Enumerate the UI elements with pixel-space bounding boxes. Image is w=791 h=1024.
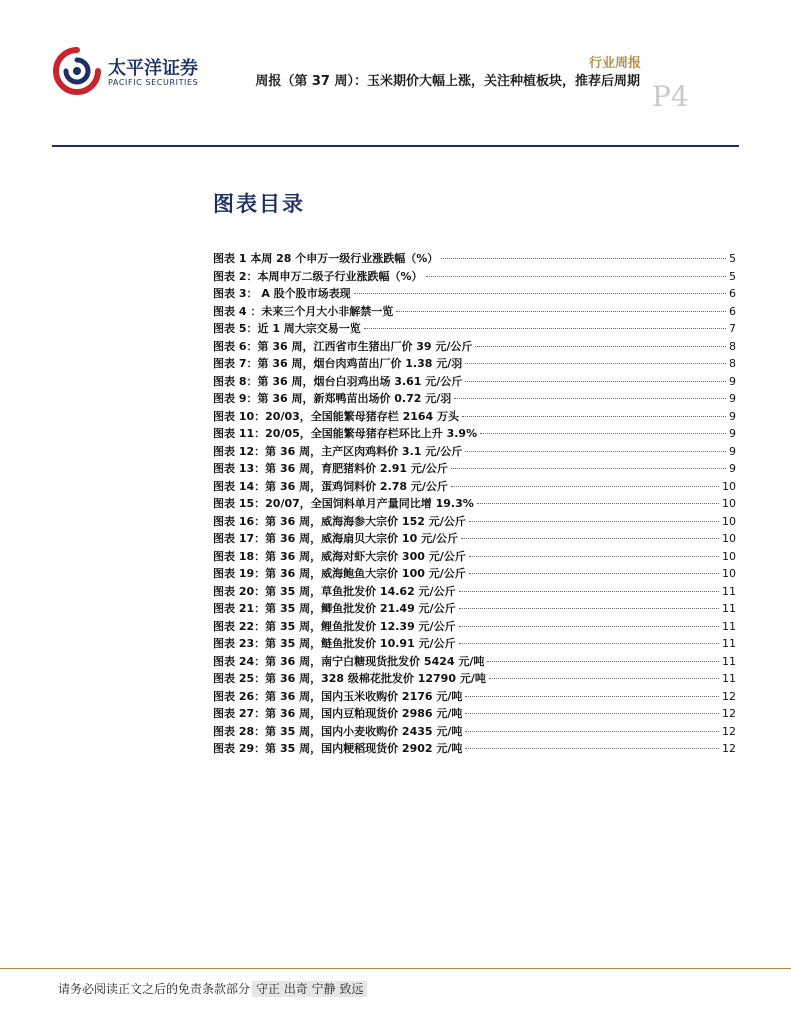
toc-item-page: 8 [729,339,736,353]
toc-heading: 图表目录 [213,192,305,216]
toc-item-page: 10 [722,532,736,545]
toc-item-page: 11 [722,654,736,668]
toc-item-label: 图表 10：20/03，全国能繁母猪存栏 2164 万头 [213,409,460,423]
toc-item-label: 图表 2：本周申万二级子行业涨跌幅（%） [213,269,423,283]
toc-item[interactable] [213,495,736,513]
toc-dot-leader [461,538,719,539]
toc-dot-leader [454,398,726,399]
toc-item[interactable] [213,338,736,356]
toc-dot-leader [465,731,719,732]
toc-dot-leader [451,486,719,487]
toc-item-page: 9 [729,374,736,388]
toc-dot-leader [396,311,726,312]
toc-dot-leader [475,346,726,347]
toc-dot-leader [487,661,719,662]
toc-item-page: 10 [722,479,736,493]
toc-item-page: 5 [729,252,736,265]
toc-dot-leader [459,626,719,627]
toc-item[interactable] [213,600,736,618]
toc-item-label: 图表 9：第 36 周，新郑鸭苗出场价 0.72 元/羽 [213,392,452,405]
toc-dot-leader [465,381,726,382]
toc-dot-leader [451,468,726,469]
toc-item[interactable] [213,513,736,531]
toc-item-label: 图表 28：第 35 周，国内小麦收购价 2435 元/吨 [213,724,463,738]
toc-item[interactable] [213,285,736,303]
toc-dot-leader [459,643,719,644]
toc-item[interactable] [213,583,736,601]
toc-item-label: 图表 14：第 36 周，蛋鸡饲料价 2.78 元/公斤 [213,479,448,493]
toc-item-label: 图表 6：第 36 周，江西省市生猪出厂价 39 元/公斤 [213,339,473,353]
toc-item-page: 9 [729,462,736,475]
toc-item-page: 10 [722,567,736,580]
toc-item-page: 7 [729,322,736,335]
toc-item[interactable] [213,653,736,671]
toc-item-page: 11 [722,619,736,633]
toc-item-page: 9 [729,427,736,440]
toc-item-label: 图表 21：第 35 周，鲫鱼批发价 21.49 元/公斤 [213,602,456,615]
toc-list [213,250,736,758]
toc-item[interactable] [213,478,736,496]
pacific-securities-logo-icon [52,46,102,96]
toc-item-label: 图表 16：第 36 周，威海海参大宗价 152 元/公斤 [213,514,466,528]
toc-item[interactable] [213,303,736,321]
toc-item[interactable] [213,373,736,391]
toc-item-label: 图表 15：20/07，全国饲料单月产量同比增 19.3% [213,497,474,510]
toc-item-label: 图表 13：第 36 周，育肥猪料价 2.91 元/公斤 [213,462,448,475]
toc-item-label: 图表 7：第 36 周，烟台肉鸡苗出厂价 1.38 元/羽 [213,357,463,370]
toc-dot-leader [465,451,726,452]
toc-item-page: 6 [729,287,736,300]
toc-item-page: 9 [729,409,736,423]
toc-item[interactable] [213,548,736,566]
company-logo [52,46,212,96]
toc-dot-leader [465,363,726,364]
toc-item-page: 11 [722,637,736,650]
toc-dot-leader [465,713,719,714]
toc-item-label: 图表 19：第 36 周，威海鲍鱼大宗价 100 元/公斤 [213,567,466,580]
toc-item-label: 图表 20：第 35 周，草鱼批发价 14.62 元/公斤 [213,584,456,598]
toc-item-label: 图表 29：第 35 周，国内粳稻现货价 2902 元/吨 [213,742,463,755]
toc-item[interactable] [213,390,736,408]
toc-item-page: 11 [722,672,736,685]
toc-dot-leader [462,416,726,417]
toc-item-label: 图表 8：第 36 周，烟台白羽鸡出场 3.61 元/公斤 [213,374,463,388]
page-number: P4 [652,80,689,113]
toc-item-label: 图表 25：第 36 周，328 级棉花批发价 12790 元/吨 [213,672,486,685]
toc-item-page: 5 [729,269,736,283]
toc-item-label: 图表 18：第 36 周，威海对虾大宗价 300 元/公斤 [213,549,466,563]
toc-item-label: 图表 4 ：未来三个月大小非解禁一览 [213,304,394,318]
toc-item[interactable] [213,565,736,583]
toc-item-page: 12 [722,724,736,738]
toc-item[interactable] [213,408,736,426]
toc-dot-leader [469,556,719,557]
toc-item-page: 9 [729,392,736,405]
toc-dot-leader [477,503,719,504]
toc-item-label: 图表 1 本周 28 个申万一级行业涨跌幅（%） [213,252,439,265]
toc-item-page: 8 [729,357,736,370]
toc-item-label: 图表 5：近 1 周大宗交易一览 [213,322,361,335]
toc-item[interactable] [213,250,736,268]
toc-item-page: 11 [722,602,736,615]
footer-divider [0,968,791,969]
toc-item[interactable] [213,670,736,688]
toc-item-label: 图表 26：第 36 周，国内玉米收购价 2176 元/吨 [213,689,463,703]
toc-item[interactable] [213,688,736,706]
toc-dot-leader [354,293,726,294]
header-divider [52,145,739,147]
logo-chinese-name: 太平洋证券 [108,58,198,79]
toc-dot-leader [480,433,726,434]
toc-item-label: 图表 22：第 35 周，鲤鱼批发价 12.39 元/公斤 [213,619,456,633]
toc-item-label: 图表 27：第 36 周，国内豆粕现货价 2986 元/吨 [213,707,463,720]
toc-item[interactable] [213,443,736,461]
toc-dot-leader [465,748,719,749]
toc-item-label: 图表 23：第 35 周，鲢鱼批发价 10.91 元/公斤 [213,637,456,650]
footer-motto: 守正 出奇 宁静 致远 [252,981,367,997]
report-title: 周报（第 37 周）：玉米期价大幅上涨，关注种植板块，推荐后周期 [255,74,640,89]
toc-dot-leader [459,608,719,609]
footer-disclaimer: 请务必阅读正文之后的免责条款部分 [58,982,251,996]
toc-item-page: 12 [722,707,736,720]
toc-item[interactable] [213,635,736,653]
toc-dot-leader [489,678,719,679]
toc-dot-leader [426,276,726,277]
toc-item-label: 图表 12：第 36 周，主产区肉鸡料价 3.1 元/公斤 [213,444,463,458]
toc-item-page: 12 [722,742,736,755]
toc-item-label: 图表 17：第 36 周，威海扇贝大宗价 10 元/公斤 [213,532,459,545]
toc-item-page: 11 [722,584,736,598]
toc-item-label: 图表 11：20/05，全国能繁母猪存栏环比上升 3.9% [213,427,478,440]
toc-dot-leader [441,258,726,259]
toc-item[interactable] [213,355,736,373]
toc-item[interactable] [213,723,736,741]
toc-item-label: 图表 3： A 股个股市场表现 [213,287,351,300]
toc-dot-leader [364,328,726,329]
toc-item[interactable] [213,618,736,636]
toc-dot-leader [459,591,719,592]
toc-item-page: 10 [722,497,736,510]
toc-item[interactable] [213,320,736,338]
toc-item[interactable] [213,530,736,548]
toc-item-page: 6 [729,304,736,318]
toc-item-page: 10 [722,514,736,528]
toc-item[interactable] [213,425,736,443]
toc-dot-leader [469,573,719,574]
toc-item[interactable] [213,268,736,286]
toc-item[interactable] [213,705,736,723]
toc-dot-leader [469,521,719,522]
toc-item-page: 9 [729,444,736,458]
toc-item-page: 10 [722,549,736,563]
toc-item-label: 图表 24：第 36 周，南宁白糖现货批发价 5424 元/吨 [213,654,485,668]
toc-dot-leader [465,696,719,697]
report-type-label: 行业周报 [588,56,641,71]
footer [58,980,367,997]
toc-item[interactable] [213,460,736,478]
toc-item[interactable] [213,740,736,758]
toc-item-page: 12 [722,689,736,703]
logo-english-name: PACIFIC SECURITIES [108,78,199,87]
